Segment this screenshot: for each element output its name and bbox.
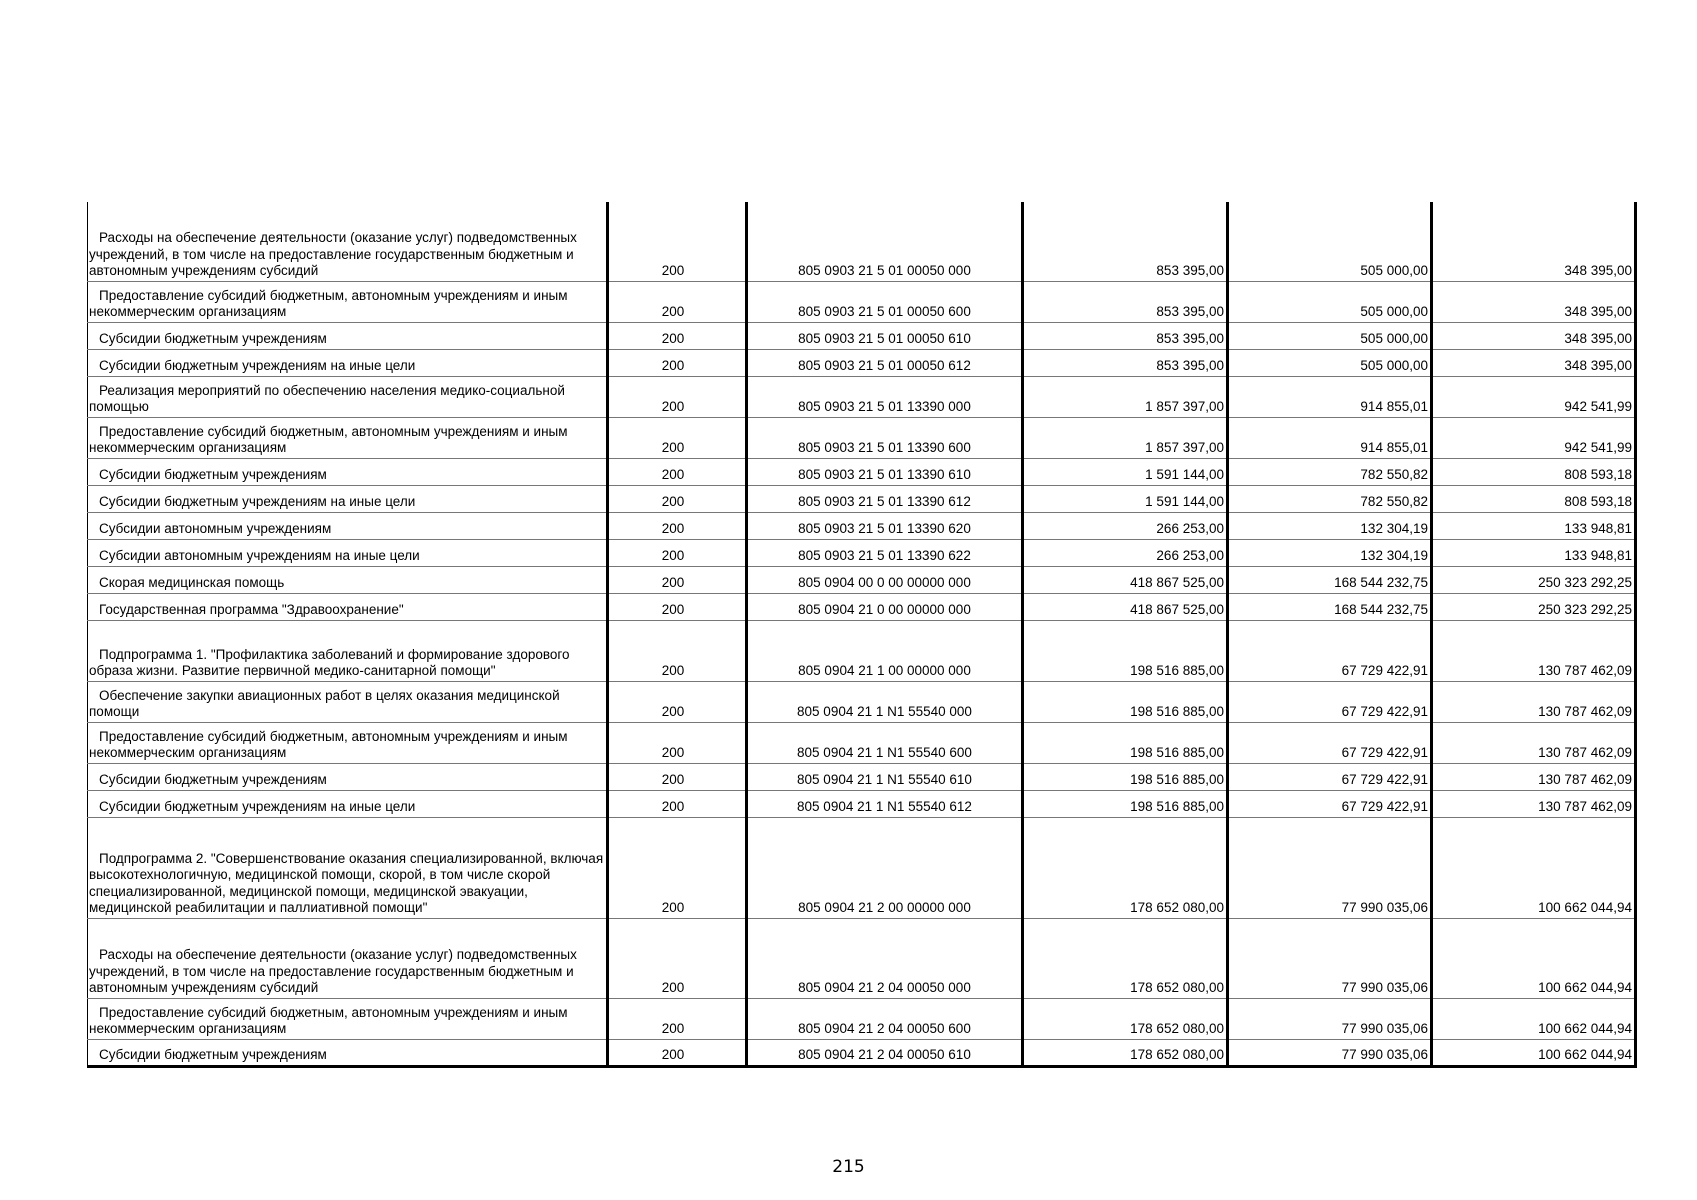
row-value-2: 67 729 422,91 xyxy=(1228,681,1432,722)
row-kbk: 805 0904 21 1 N1 55540 612 xyxy=(747,790,1023,817)
table-row xyxy=(88,512,1636,539)
row-value-1: 266 253,00 xyxy=(1023,512,1228,539)
row-name: Субсидии бюджетным учреждениям xyxy=(88,322,608,349)
row-name: Подпрограмма 2. "Совершенствование оказания специализированной, включая высокотехнологичную, медицинской помощи, скорой, в том числе скорой специализированной, медицинской помощи, медицинской эвакуации, медицинской реабилитации и паллиативной помощи" xyxy=(88,817,608,918)
table-row xyxy=(88,790,1636,817)
row-value-2: 67 729 422,91 xyxy=(1228,722,1432,763)
row-code: 200 xyxy=(608,512,747,539)
row-value-3: 348 395,00 xyxy=(1432,281,1636,322)
table-row xyxy=(88,376,1636,417)
row-value-2: 67 729 422,91 xyxy=(1228,620,1432,681)
row-kbk: 805 0903 21 5 01 00050 612 xyxy=(747,349,1023,376)
row-code: 200 xyxy=(608,322,747,349)
row-code: 200 xyxy=(608,722,747,763)
table-row xyxy=(88,417,1636,458)
row-code: 200 xyxy=(608,763,747,790)
row-code: 200 xyxy=(608,349,747,376)
row-value-1: 1 857 397,00 xyxy=(1023,417,1228,458)
table-row xyxy=(88,681,1636,722)
row-value-2: 67 729 422,91 xyxy=(1228,763,1432,790)
row-value-3: 250 323 292,25 xyxy=(1432,593,1636,620)
row-code: 200 xyxy=(608,1039,747,1066)
row-value-2: 168 544 232,75 xyxy=(1228,593,1432,620)
row-name: Подпрограмма 1. "Профилактика заболеваний и формирование здорового образа жизни. Развитие первичной медико-санитарной помощи" xyxy=(88,620,608,681)
row-value-3: 348 395,00 xyxy=(1432,322,1636,349)
table-row xyxy=(88,593,1636,620)
row-code: 200 xyxy=(608,417,747,458)
row-name: Реализация мероприятий по обеспечению населения медико-социальной помощью xyxy=(88,376,608,417)
row-value-1: 178 652 080,00 xyxy=(1023,1039,1228,1066)
table-row xyxy=(88,918,1636,998)
row-code: 200 xyxy=(608,281,747,322)
row-value-2: 505 000,00 xyxy=(1228,322,1432,349)
row-code: 200 xyxy=(608,539,747,566)
table-row xyxy=(88,349,1636,376)
table-row xyxy=(88,458,1636,485)
row-value-2: 505 000,00 xyxy=(1228,349,1432,376)
row-name: Субсидии бюджетным учреждениям на иные цели xyxy=(88,349,608,376)
row-kbk: 805 0903 21 5 01 00050 610 xyxy=(747,322,1023,349)
row-kbk: 805 0904 21 0 00 00000 000 xyxy=(747,593,1023,620)
row-value-2: 77 990 035,06 xyxy=(1228,998,1432,1039)
row-code: 200 xyxy=(608,376,747,417)
table-row xyxy=(88,722,1636,763)
table-row xyxy=(88,817,1636,918)
row-kbk: 805 0903 21 5 01 13390 622 xyxy=(747,539,1023,566)
table-row xyxy=(88,281,1636,322)
row-kbk: 805 0903 21 5 01 00050 000 xyxy=(747,202,1023,281)
row-value-3: 942 541,99 xyxy=(1432,376,1636,417)
row-kbk: 805 0904 00 0 00 00000 000 xyxy=(747,566,1023,593)
row-kbk: 805 0903 21 5 01 00050 600 xyxy=(747,281,1023,322)
row-kbk: 805 0904 21 1 N1 55540 610 xyxy=(747,763,1023,790)
row-kbk: 805 0904 21 2 04 00050 610 xyxy=(747,1039,1023,1066)
table-row xyxy=(88,202,1636,281)
row-value-3: 100 662 044,94 xyxy=(1432,817,1636,918)
row-kbk: 805 0904 21 2 00 00000 000 xyxy=(747,817,1023,918)
row-name: Предоставление субсидий бюджетным, автономным учреждениям и иным некоммерческим организациям xyxy=(88,722,608,763)
row-name: Субсидии бюджетным учреждениям на иные цели xyxy=(88,485,608,512)
row-value-3: 130 787 462,09 xyxy=(1432,620,1636,681)
row-value-1: 198 516 885,00 xyxy=(1023,681,1228,722)
row-value-2: 77 990 035,06 xyxy=(1228,1039,1432,1066)
table-row xyxy=(88,998,1636,1039)
row-name: Субсидии бюджетным учреждениям xyxy=(88,763,608,790)
table-row xyxy=(88,539,1636,566)
row-value-2: 132 304,19 xyxy=(1228,539,1432,566)
table-row xyxy=(88,1039,1636,1066)
row-value-3: 130 787 462,09 xyxy=(1432,763,1636,790)
row-name: Предоставление субсидий бюджетным, автономным учреждениям и иным некоммерческим организациям xyxy=(88,417,608,458)
row-value-2: 505 000,00 xyxy=(1228,281,1432,322)
row-value-2: 67 729 422,91 xyxy=(1228,790,1432,817)
row-name: Субсидии бюджетным учреждениям на иные цели xyxy=(88,790,608,817)
row-value-3: 348 395,00 xyxy=(1432,202,1636,281)
row-value-2: 77 990 035,06 xyxy=(1228,918,1432,998)
row-value-3: 808 593,18 xyxy=(1432,458,1636,485)
row-value-3: 250 323 292,25 xyxy=(1432,566,1636,593)
row-name: Предоставление субсидий бюджетным, автономным учреждениям и иным некоммерческим организациям xyxy=(88,281,608,322)
row-kbk: 805 0903 21 5 01 13390 612 xyxy=(747,485,1023,512)
row-value-1: 418 867 525,00 xyxy=(1023,593,1228,620)
row-value-2: 782 550,82 xyxy=(1228,458,1432,485)
row-value-1: 853 395,00 xyxy=(1023,202,1228,281)
budget-table xyxy=(87,202,1637,1068)
row-value-3: 808 593,18 xyxy=(1432,485,1636,512)
row-value-3: 100 662 044,94 xyxy=(1432,918,1636,998)
row-value-3: 100 662 044,94 xyxy=(1432,998,1636,1039)
row-name: Расходы на обеспечение деятельности (оказание услуг) подведомственных учреждений, в том числе на предоставление государственным бюджетным и автономным учреждениям субсидий xyxy=(88,202,608,281)
row-value-2: 782 550,82 xyxy=(1228,485,1432,512)
row-code: 200 xyxy=(608,593,747,620)
row-value-3: 942 541,99 xyxy=(1432,417,1636,458)
row-kbk: 805 0904 21 1 N1 55540 600 xyxy=(747,722,1023,763)
row-value-1: 198 516 885,00 xyxy=(1023,790,1228,817)
page-number: 215 xyxy=(832,1157,865,1177)
row-value-1: 418 867 525,00 xyxy=(1023,566,1228,593)
row-code: 200 xyxy=(608,681,747,722)
row-value-2: 132 304,19 xyxy=(1228,512,1432,539)
row-value-1: 1 591 144,00 xyxy=(1023,458,1228,485)
row-value-1: 198 516 885,00 xyxy=(1023,620,1228,681)
row-value-1: 198 516 885,00 xyxy=(1023,763,1228,790)
row-value-2: 505 000,00 xyxy=(1228,202,1432,281)
row-value-3: 133 948,81 xyxy=(1432,512,1636,539)
row-value-3: 130 787 462,09 xyxy=(1432,681,1636,722)
row-value-1: 853 395,00 xyxy=(1023,281,1228,322)
row-name: Предоставление субсидий бюджетным, автономным учреждениям и иным некоммерческим организациям xyxy=(88,998,608,1039)
row-kbk: 805 0904 21 2 04 00050 600 xyxy=(747,998,1023,1039)
table-row xyxy=(88,566,1636,593)
row-kbk: 805 0904 21 2 04 00050 000 xyxy=(747,918,1023,998)
row-code: 200 xyxy=(608,202,747,281)
row-kbk: 805 0903 21 5 01 13390 620 xyxy=(747,512,1023,539)
table-row xyxy=(88,322,1636,349)
row-name: Субсидии автономным учреждениям xyxy=(88,512,608,539)
table-row xyxy=(88,620,1636,681)
row-kbk: 805 0904 21 1 00 00000 000 xyxy=(747,620,1023,681)
row-value-3: 348 395,00 xyxy=(1432,349,1636,376)
row-name: Государственная программа "Здравоохранение" xyxy=(88,593,608,620)
table-row xyxy=(88,485,1636,512)
row-name: Скорая медицинская помощь xyxy=(88,566,608,593)
row-code: 200 xyxy=(608,918,747,998)
row-name: Обеспечение закупки авиационных работ в целях оказания медицинской помощи xyxy=(88,681,608,722)
row-value-1: 198 516 885,00 xyxy=(1023,722,1228,763)
table-row xyxy=(88,763,1636,790)
row-value-3: 100 662 044,94 xyxy=(1432,1039,1636,1066)
row-value-1: 178 652 080,00 xyxy=(1023,998,1228,1039)
row-code: 200 xyxy=(608,998,747,1039)
row-value-1: 1 591 144,00 xyxy=(1023,485,1228,512)
row-code: 200 xyxy=(608,566,747,593)
row-value-3: 133 948,81 xyxy=(1432,539,1636,566)
row-kbk: 805 0904 21 1 N1 55540 000 xyxy=(747,681,1023,722)
row-code: 200 xyxy=(608,485,747,512)
row-value-3: 130 787 462,09 xyxy=(1432,722,1636,763)
row-value-1: 1 857 397,00 xyxy=(1023,376,1228,417)
row-kbk: 805 0903 21 5 01 13390 600 xyxy=(747,417,1023,458)
row-value-2: 168 544 232,75 xyxy=(1228,566,1432,593)
row-value-1: 178 652 080,00 xyxy=(1023,817,1228,918)
row-code: 200 xyxy=(608,458,747,485)
row-code: 200 xyxy=(608,817,747,918)
row-code: 200 xyxy=(608,620,747,681)
row-name: Субсидии автономным учреждениям на иные цели xyxy=(88,539,608,566)
row-name: Расходы на обеспечение деятельности (оказание услуг) подведомственных учреждений, в том числе на предоставление государственным бюджетным и автономным учреждениям субсидий xyxy=(88,918,608,998)
row-code: 200 xyxy=(608,790,747,817)
row-value-1: 853 395,00 xyxy=(1023,322,1228,349)
row-value-1: 853 395,00 xyxy=(1023,349,1228,376)
row-name: Субсидии бюджетным учреждениям xyxy=(88,458,608,485)
row-value-2: 914 855,01 xyxy=(1228,417,1432,458)
row-kbk: 805 0903 21 5 01 13390 610 xyxy=(747,458,1023,485)
row-name: Субсидии бюджетным учреждениям xyxy=(88,1039,608,1066)
row-kbk: 805 0903 21 5 01 13390 000 xyxy=(747,376,1023,417)
row-value-3: 130 787 462,09 xyxy=(1432,790,1636,817)
row-value-2: 914 855,01 xyxy=(1228,376,1432,417)
row-value-1: 266 253,00 xyxy=(1023,539,1228,566)
row-value-2: 77 990 035,06 xyxy=(1228,817,1432,918)
row-value-1: 178 652 080,00 xyxy=(1023,918,1228,998)
